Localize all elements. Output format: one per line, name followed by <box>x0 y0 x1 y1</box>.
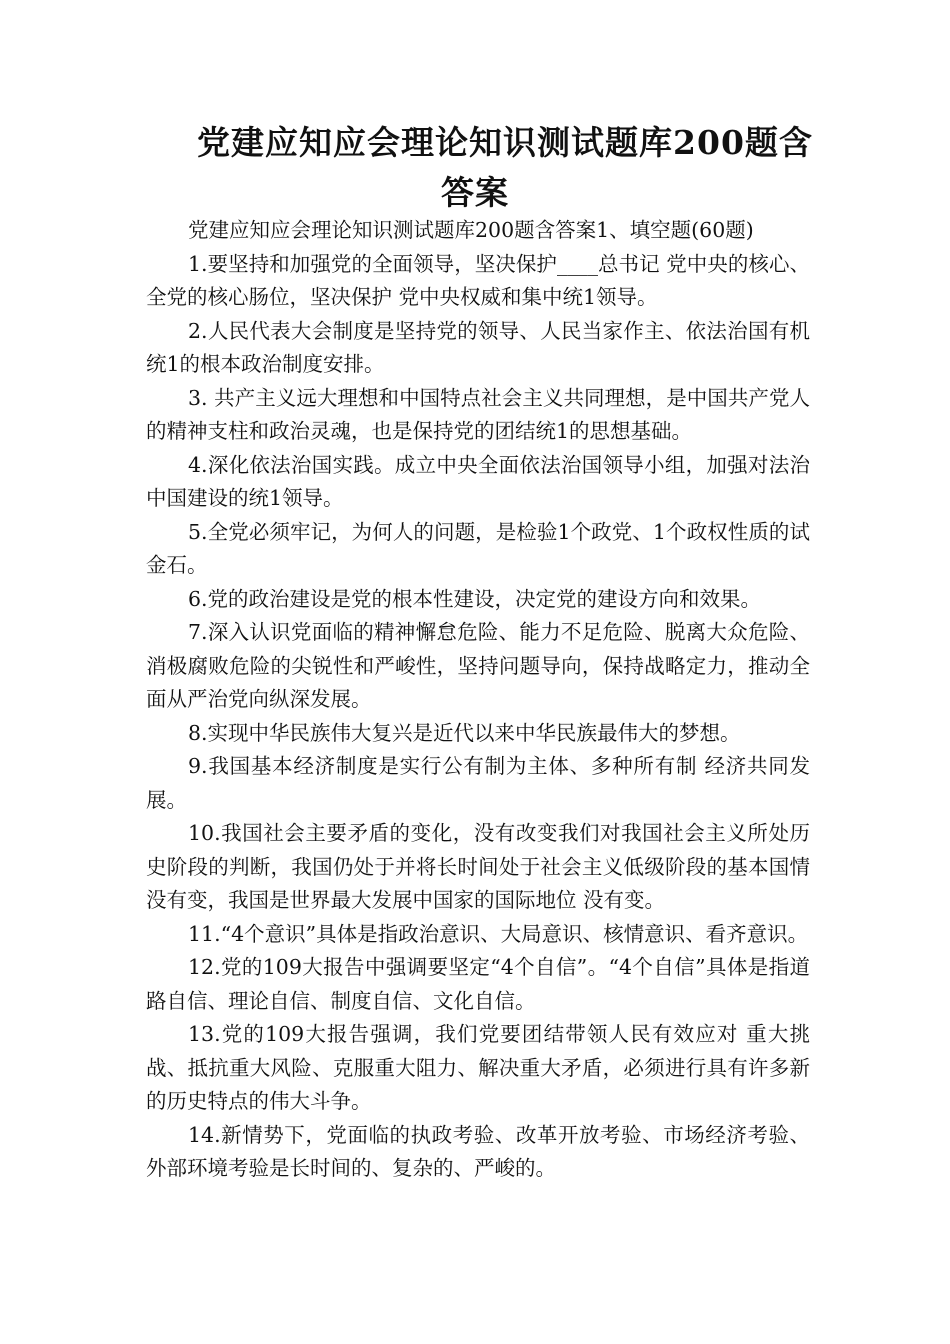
title-line-1: 党建应知应会理论知识测试题库200题含 <box>197 123 813 162</box>
paragraph-q4: 4.深化依法治国实践。成立中央全面依法治国领导小组，加强对法治中国建设的统1领导。 <box>146 452 810 510</box>
paragraph-intro: 党建应知应会理论知识测试题库200题含答案1、填空题(60题) <box>188 218 754 242</box>
paragraph-q5: 5.全党必须牢记，为何人的问题，是检验1个政党、1个政权性质的试金石。 <box>146 519 810 577</box>
paragraph-q14: 14.新情势下，党面临的执政考验、改革开放考验、市场经济考验、外部环境考验是长时间的、复杂的、严峻的。 <box>146 1122 810 1180</box>
paragraph-q13: 13.党的109大报告强调，我们党要团结带领人民有效应对 重大挑战、抵抗重大风险、克服重大阻力、解决重大矛盾，必须进行具有许多新的历史特点的伟大斗争。 <box>146 1022 810 1113</box>
paragraph-q9: 9.我国基本经济制度是实行公有制为主体、多种所有制 经济共同发展。 <box>146 754 810 812</box>
paragraph-q8: 8.实现中华民族伟大复兴是近代以来中华民族最伟大的梦想。 <box>188 720 741 745</box>
paragraph-q7: 7.深入认识党面临的精神懈怠危险、能力不足危险、脱离大众危险、消极腐败危险的尖锐性和严峻性，坚持问题导向，保持战略定力，推动全面从严治党向纵深发展。 <box>146 620 810 711</box>
paragraph-q11: 11.“4个意识”具体是指政治意识、大局意识、核情意识、看齐意识。 <box>188 921 809 946</box>
paragraph-q2: 2.人民代表大会制度是坚持党的领导、人民当家作主、依法治国有机统1的根本政治制度安排。 <box>146 318 810 376</box>
paragraph-q3: 3. 共产主义远大理想和中国特点社会主义共同理想，是中国共产党人的精神支柱和政治灵魂，也是保持党的团结统1的思想基础。 <box>146 385 810 443</box>
paragraph-q6: 6.党的政治建设是党的根本性建设，决定党的建设方向和效果。 <box>188 586 762 611</box>
document-title <box>0 118 950 218</box>
document-body <box>146 214 810 1186</box>
paragraph-q10: 10.我国社会主要矛盾的变化，没有改变我们对我国社会主义所处历史阶段的判断，我国仍处于并将长时间处于社会主义低级阶段的基本国情没有变，我国是世界最大发展中国家的国际地位 没有变。 <box>146 821 810 912</box>
paragraph-q12: 12.党的109大报告中强调要坚定“4个自信”。“4个自信”具体是指道路自信、理论自信、制度自信、文化自信。 <box>146 955 810 1013</box>
paragraph-q1: 1.要坚持和加强党的全面领导，坚决保护____总书记 党中央的核心、全党的核心肠位，坚决保护 党中央权威和集中统1领导。 <box>146 251 810 309</box>
title-line-2: 答案 <box>441 173 509 212</box>
